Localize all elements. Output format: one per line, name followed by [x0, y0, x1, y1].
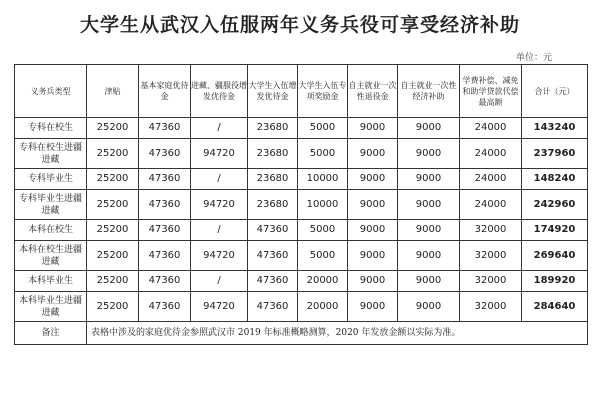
cell-extra: 23680: [248, 139, 298, 169]
cell-tibet: /: [191, 220, 248, 241]
row-name: 本科在校生进疆进藏: [15, 241, 87, 271]
cell-retire: 9000: [348, 220, 398, 241]
cell-retire: 9000: [348, 292, 398, 322]
cell-tuition: 32000: [460, 220, 522, 241]
cell-allowance: 25200: [87, 190, 139, 220]
header-family: 基本家庭优待金: [139, 65, 191, 118]
cell-allowance: 25200: [87, 139, 139, 169]
cell-extra: 47360: [248, 220, 298, 241]
cell-award: 5000: [298, 139, 348, 169]
cell-family: 47360: [139, 190, 191, 220]
cell-allowance: 25200: [87, 220, 139, 241]
header-tuition: 学费补偿、减免和助学贷款代偿最高额: [460, 65, 522, 118]
cell-allowance: 25200: [87, 118, 139, 139]
cell-extra: 23680: [248, 118, 298, 139]
cell-tuition: 24000: [460, 118, 522, 139]
note-label: 备注: [15, 322, 87, 345]
cell-allowance: 25200: [87, 241, 139, 271]
cell-family: 47360: [139, 220, 191, 241]
cell-award: 5000: [298, 241, 348, 271]
cell-tibet: 94720: [191, 292, 248, 322]
unit-label: 单位：元: [515, 53, 552, 63]
table-row: [15, 169, 588, 190]
header-aid: 自主就业一次性经济补助: [398, 65, 460, 118]
cell-extra: 23680: [248, 169, 298, 190]
cell-total: 242960: [522, 190, 588, 220]
table-row: [15, 118, 588, 139]
cell-tibet: /: [191, 118, 248, 139]
subsidy-table: [14, 64, 588, 345]
cell-retire: 9000: [348, 190, 398, 220]
cell-aid: 9000: [398, 220, 460, 241]
cell-award: 5000: [298, 118, 348, 139]
row-name: 本科在校生: [15, 220, 87, 241]
cell-tuition: 32000: [460, 241, 522, 271]
cell-family: 47360: [139, 292, 191, 322]
cell-total: 143240: [522, 118, 588, 139]
cell-award: 20000: [298, 271, 348, 292]
row-name: 专科在校生进疆进藏: [15, 139, 87, 169]
table-row: [15, 271, 588, 292]
cell-allowance: 25200: [87, 292, 139, 322]
cell-retire: 9000: [348, 241, 398, 271]
cell-award: 20000: [298, 292, 348, 322]
cell-retire: 9000: [348, 139, 398, 169]
note-row: [15, 322, 588, 345]
header-award: 大学生入伍专项奖励金: [298, 65, 348, 118]
table-row: [15, 190, 588, 220]
cell-family: 47360: [139, 241, 191, 271]
cell-aid: 9000: [398, 118, 460, 139]
cell-award: 10000: [298, 169, 348, 190]
cell-award: 10000: [298, 190, 348, 220]
header-allowance: 津贴: [87, 65, 139, 118]
cell-total: 174920: [522, 220, 588, 241]
row-name: 本科毕业生: [15, 271, 87, 292]
cell-tibet: 94720: [191, 241, 248, 271]
table-row: [15, 139, 588, 169]
cell-extra: 47360: [248, 241, 298, 271]
header-extra: 大学生入伍增发优待金: [248, 65, 298, 118]
cell-retire: 9000: [348, 169, 398, 190]
cell-family: 47360: [139, 139, 191, 169]
row-name: 专科在校生: [15, 118, 87, 139]
cell-total: 237960: [522, 139, 588, 169]
cell-extra: 47360: [248, 271, 298, 292]
document-title: 大学生从武汉入伍服两年义务兵役可享受经济补助: [79, 14, 520, 36]
cell-tibet: 94720: [191, 139, 248, 169]
cell-tuition: 32000: [460, 271, 522, 292]
row-name: 专科毕业生: [15, 169, 87, 190]
cell-tibet: /: [191, 271, 248, 292]
cell-tibet: /: [191, 169, 248, 190]
table-row: [15, 220, 588, 241]
cell-family: 47360: [139, 169, 191, 190]
cell-aid: 9000: [398, 190, 460, 220]
row-name: 专科毕业生进疆进藏: [15, 190, 87, 220]
row-name: 本科毕业生进疆进藏: [15, 292, 87, 322]
cell-aid: 9000: [398, 292, 460, 322]
cell-aid: 9000: [398, 241, 460, 271]
cell-extra: 23680: [248, 190, 298, 220]
cell-tuition: 24000: [460, 169, 522, 190]
header-total: 合计（元）: [522, 65, 588, 118]
header-type: 义务兵类型: [15, 65, 87, 118]
cell-retire: 9000: [348, 271, 398, 292]
cell-family: 47360: [139, 118, 191, 139]
note-text: 表格中涉及的家庭优待金参照武汉市 2019 年标准概略测算，2020 年发放金额以实际为准。: [87, 322, 588, 345]
header-retire: 自主就业一次性退役金: [348, 65, 398, 118]
cell-tuition: 32000: [460, 292, 522, 322]
cell-aid: 9000: [398, 271, 460, 292]
cell-total: 269640: [522, 241, 588, 271]
table-row: [15, 292, 588, 322]
cell-tibet: 94720: [191, 190, 248, 220]
cell-aid: 9000: [398, 139, 460, 169]
cell-allowance: 25200: [87, 271, 139, 292]
cell-extra: 47360: [248, 292, 298, 322]
cell-tuition: 24000: [460, 139, 522, 169]
cell-family: 47360: [139, 271, 191, 292]
cell-tuition: 24000: [460, 190, 522, 220]
cell-allowance: 25200: [87, 169, 139, 190]
cell-total: 189920: [522, 271, 588, 292]
cell-retire: 9000: [348, 118, 398, 139]
cell-total: 284640: [522, 292, 588, 322]
cell-award: 5000: [298, 220, 348, 241]
cell-aid: 9000: [398, 169, 460, 190]
cell-total: 148240: [522, 169, 588, 190]
header-row: [15, 65, 588, 118]
header-tibet: 进藏、疆服役增发优待金: [191, 65, 248, 118]
table-row: [15, 241, 588, 271]
